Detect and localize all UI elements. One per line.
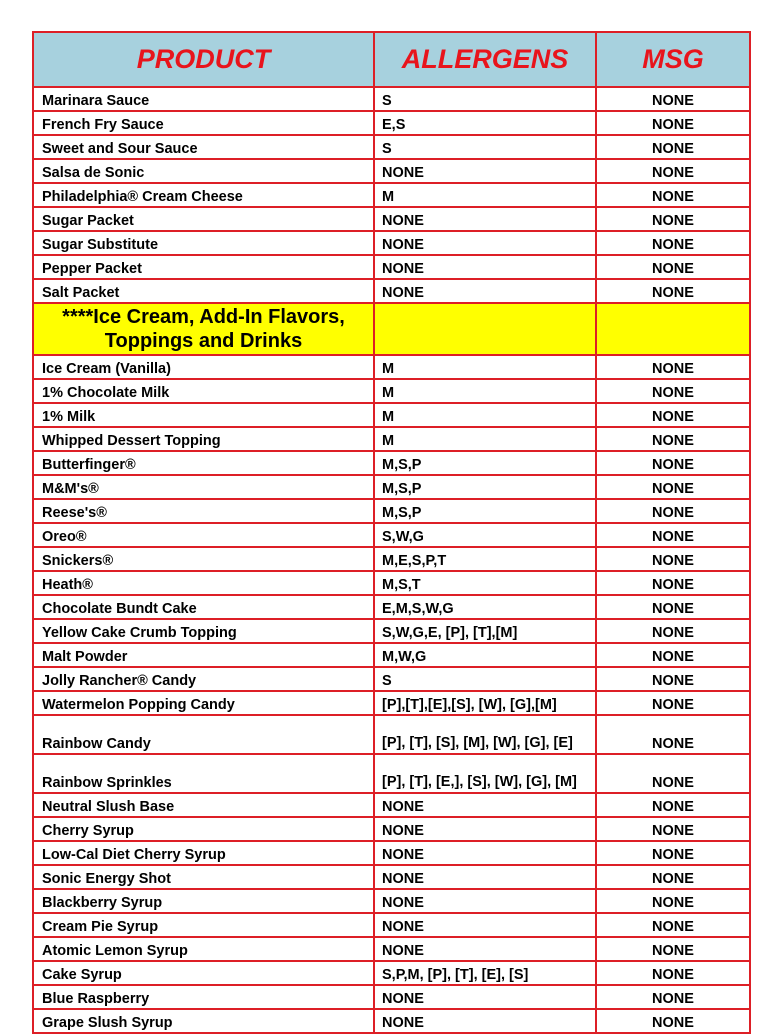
msg-cell: NONE [596,499,750,523]
allergens-cell: M,S,P [374,499,596,523]
msg-cell: NONE [596,667,750,691]
table-row [33,523,750,547]
msg-cell: NONE [596,889,750,913]
product-cell: Sonic Energy Shot [33,865,374,889]
msg-cell: NONE [596,135,750,159]
product-cell: Cake Syrup [33,961,374,985]
table-row [33,355,750,379]
msg-cell: NONE [596,1009,750,1033]
table-row [33,691,750,715]
table-row [33,841,750,865]
msg-cell: NONE [596,451,750,475]
table-row [33,595,750,619]
header-allergens: ALLERGENS [374,32,596,87]
section-msg-cell [596,303,750,355]
product-cell: Low-Cal Diet Cherry Syrup [33,841,374,865]
allergens-cell: M,S,P [374,451,596,475]
product-cell: Butterfinger® [33,451,374,475]
product-cell: M&M's® [33,475,374,499]
allergens-cell: NONE [374,913,596,937]
allergens-cell: NONE [374,255,596,279]
allergens-cell: M,E,S,P,T [374,547,596,571]
table-row [33,937,750,961]
product-cell: Jolly Rancher® Candy [33,667,374,691]
table-row [33,379,750,403]
table-row [33,793,750,817]
msg-cell: NONE [596,231,750,255]
product-cell: Cream Pie Syrup [33,913,374,937]
msg-cell: NONE [596,961,750,985]
table-row [33,403,750,427]
table-row [33,1009,750,1033]
msg-cell: NONE [596,937,750,961]
table-row [33,87,750,111]
table-row [33,207,750,231]
msg-cell: NONE [596,715,750,754]
allergens-cell: NONE [374,207,596,231]
msg-cell: NONE [596,379,750,403]
allergens-cell: NONE [374,865,596,889]
table-row [33,183,750,207]
table-row [33,451,750,475]
table-row [33,961,750,985]
allergens-cell: S [374,667,596,691]
msg-cell: NONE [596,985,750,1009]
allergens-cell: S [374,87,596,111]
allergens-cell: M,W,G [374,643,596,667]
allergens-cell: NONE [374,793,596,817]
table-row [33,754,750,793]
table-row [33,279,750,303]
product-cell: Reese's® [33,499,374,523]
allergens-cell: [P], [T], [S], [M], [W], [G], [E] [374,715,596,754]
allergens-cell: NONE [374,231,596,255]
allergens-cell: E,M,S,W,G [374,595,596,619]
table-row [33,619,750,643]
product-cell: Rainbow Sprinkles [33,754,374,793]
table-row [33,667,750,691]
msg-cell: NONE [596,595,750,619]
header-msg: MSG [596,32,750,87]
table-row [33,889,750,913]
table-row [33,865,750,889]
product-cell: Philadelphia® Cream Cheese [33,183,374,207]
product-cell: Grape Slush Syrup [33,1009,374,1033]
product-cell: Malt Powder [33,643,374,667]
product-cell: Neutral Slush Base [33,793,374,817]
table-row [33,135,750,159]
msg-cell: NONE [596,403,750,427]
msg-cell: NONE [596,619,750,643]
product-cell: Whipped Dessert Topping [33,427,374,451]
product-cell: Sweet and Sour Sauce [33,135,374,159]
msg-cell: NONE [596,111,750,135]
table-row [33,255,750,279]
allergens-cell: M [374,379,596,403]
table-row [33,913,750,937]
allergens-cell: M [374,427,596,451]
msg-cell: NONE [596,913,750,937]
msg-cell: NONE [596,547,750,571]
allergens-cell: NONE [374,279,596,303]
header-product: PRODUCT [33,32,374,87]
allergens-cell: [P],[T],[E],[S], [W], [G],[M] [374,691,596,715]
msg-cell: NONE [596,523,750,547]
msg-cell: NONE [596,571,750,595]
allergen-table [32,31,751,1034]
msg-cell: NONE [596,159,750,183]
allergens-cell: NONE [374,159,596,183]
allergens-cell: NONE [374,1009,596,1033]
product-cell: Pepper Packet [33,255,374,279]
msg-cell: NONE [596,183,750,207]
table-row [33,231,750,255]
allergens-cell: NONE [374,817,596,841]
product-cell: Heath® [33,571,374,595]
product-cell: Snickers® [33,547,374,571]
msg-cell: NONE [596,817,750,841]
product-cell: Chocolate Bundt Cake [33,595,374,619]
product-cell: Rainbow Candy [33,715,374,754]
allergens-cell: M [374,403,596,427]
allergens-cell: S,P,M, [P], [T], [E], [S] [374,961,596,985]
product-cell: Atomic Lemon Syrup [33,937,374,961]
section-header-row [33,303,750,355]
section-title: ****Ice Cream, Add-In Flavors, Toppings and Drinks [33,303,374,355]
product-cell: Blue Raspberry [33,985,374,1009]
table-row [33,111,750,135]
product-cell: Ice Cream (Vanilla) [33,355,374,379]
table-row [33,427,750,451]
product-cell: Salsa de Sonic [33,159,374,183]
product-cell: Yellow Cake Crumb Topping [33,619,374,643]
allergens-cell: S,W,G,E, [P], [T],[M] [374,619,596,643]
table-row [33,159,750,183]
section-allergens-cell [374,303,596,355]
allergens-cell: [P], [T], [E,], [S], [W], [G], [M] [374,754,596,793]
table-row [33,643,750,667]
msg-cell: NONE [596,427,750,451]
product-cell: Oreo® [33,523,374,547]
table-row [33,571,750,595]
msg-cell: NONE [596,255,750,279]
table-row [33,547,750,571]
table-row [33,985,750,1009]
allergens-cell: E,S [374,111,596,135]
msg-cell: NONE [596,279,750,303]
msg-cell: NONE [596,691,750,715]
msg-cell: NONE [596,643,750,667]
table-row [33,715,750,754]
msg-cell: NONE [596,355,750,379]
allergens-cell: M,S,P [374,475,596,499]
table-body [33,87,750,1033]
product-cell: Sugar Substitute [33,231,374,255]
allergens-cell: NONE [374,937,596,961]
product-cell: Marinara Sauce [33,87,374,111]
product-cell: French Fry Sauce [33,111,374,135]
allergens-cell: NONE [374,889,596,913]
allergens-cell: NONE [374,985,596,1009]
product-cell: Cherry Syrup [33,817,374,841]
product-cell: Watermelon Popping Candy [33,691,374,715]
allergens-cell: M [374,355,596,379]
allergens-cell: S,W,G [374,523,596,547]
msg-cell: NONE [596,754,750,793]
msg-cell: NONE [596,793,750,817]
msg-cell: NONE [596,475,750,499]
msg-cell: NONE [596,207,750,231]
product-cell: 1% Chocolate Milk [33,379,374,403]
allergens-cell: NONE [374,841,596,865]
product-cell: Sugar Packet [33,207,374,231]
product-cell: Salt Packet [33,279,374,303]
msg-cell: NONE [596,865,750,889]
table-row [33,475,750,499]
table-row [33,499,750,523]
msg-cell: NONE [596,87,750,111]
allergens-cell: M [374,183,596,207]
allergens-cell: M,S,T [374,571,596,595]
msg-cell: NONE [596,841,750,865]
product-cell: 1% Milk [33,403,374,427]
allergens-cell: S [374,135,596,159]
product-cell: Blackberry Syrup [33,889,374,913]
table-row [33,817,750,841]
header-row [33,32,750,87]
